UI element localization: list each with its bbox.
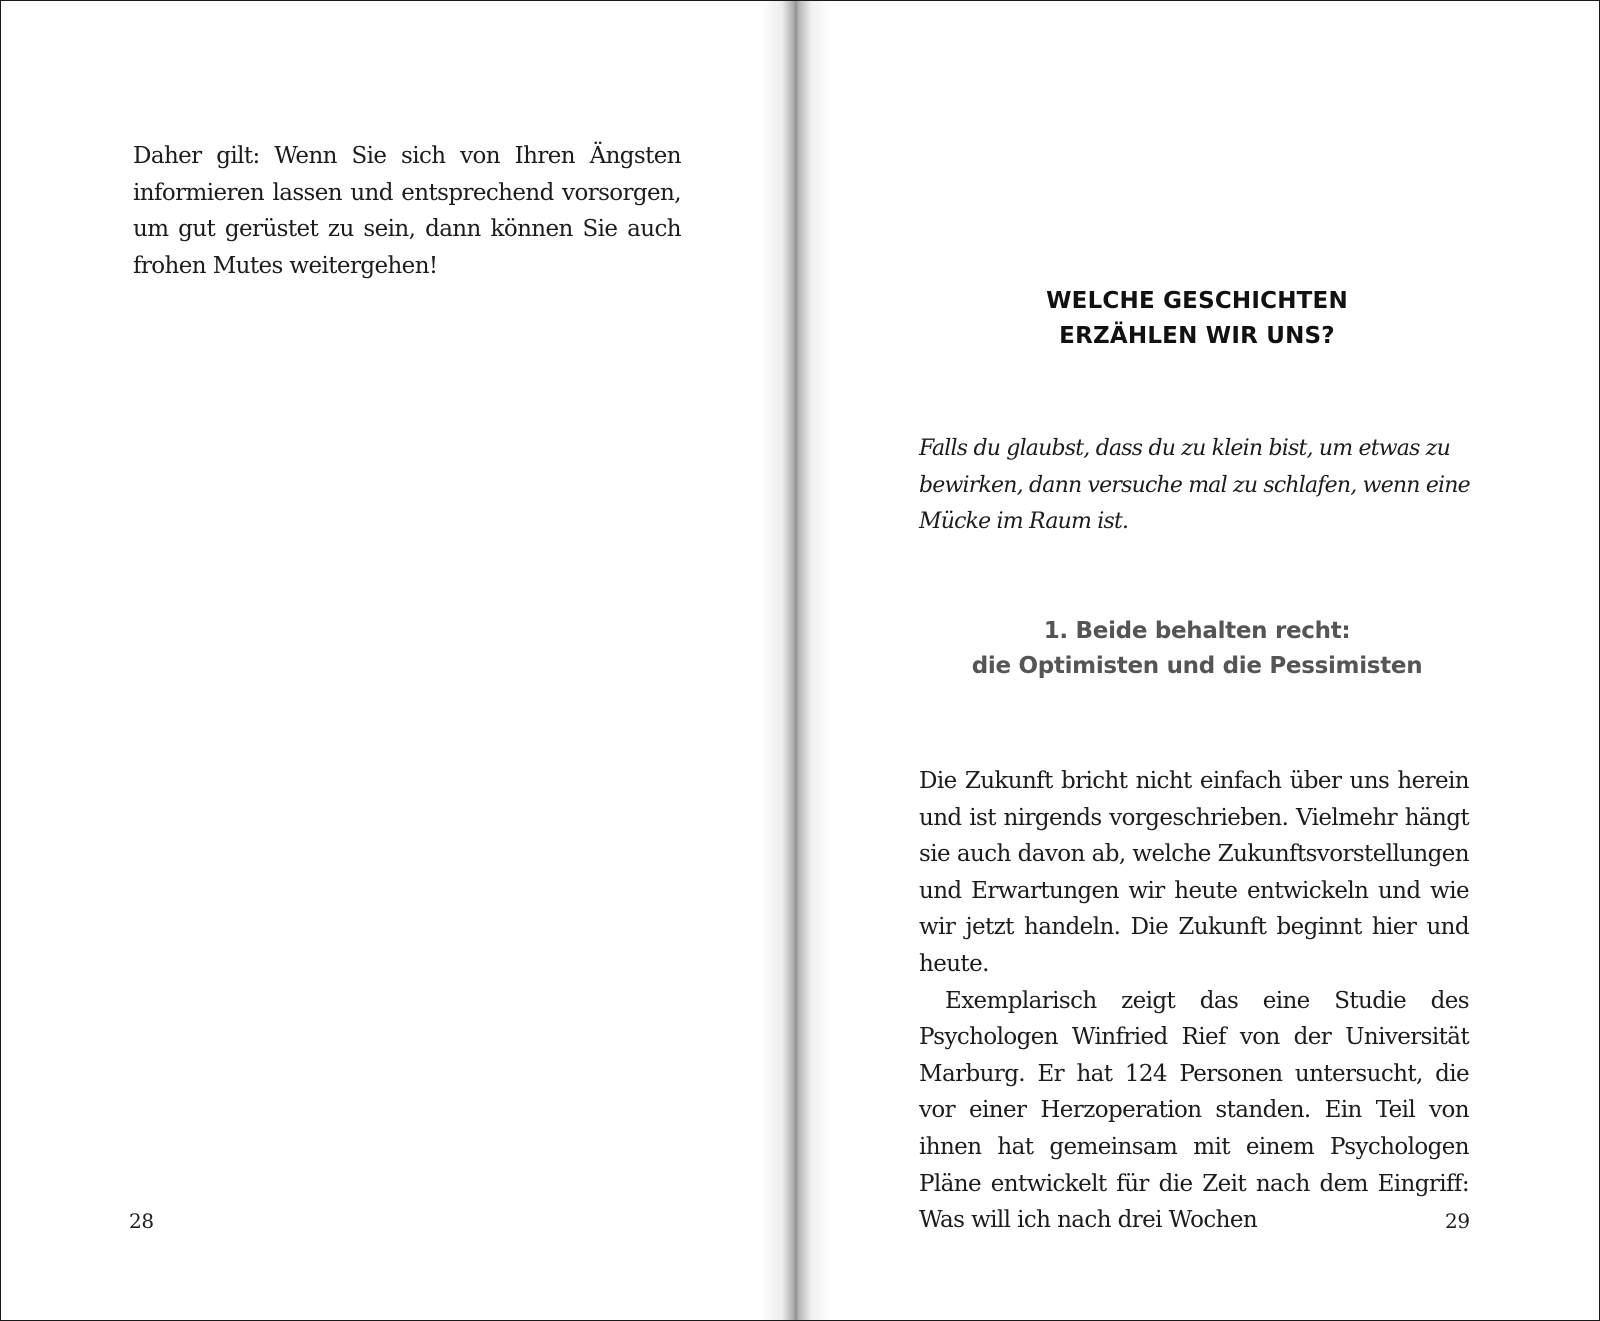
page-number-left: 28 — [129, 1209, 154, 1233]
chapter-title-line-1: WELCHE GESCHICHTEN — [1046, 288, 1348, 314]
body-paragraph-1: Die Zukunft bricht nicht einfach über uns herein und ist nirgends vorgeschrieben. Vielmehr hängt sie auch davon ab, welche Zukunftsvorstellungen und Erwartungen wir heute entwickeln und wie wir jetzt handeln. Die Zukunft beginnt hier und heute. — [919, 768, 1469, 977]
section-title-line-1: 1. Beide behalten recht: — [1043, 618, 1351, 644]
chapter-title — [921, 284, 1473, 354]
body-paragraph-2: Exemplarisch zeigt das eine Studie des Psychologen Winfried Rief von der Universität Marburg. Er hat 124 Personen untersucht, die vor einer Herzoperation standen. Ein Teil von ihnen hat gemeinsam mit einem Psychologen Pläne entwickelt für die Zeit nach dem Eingriff: Was will ich nach drei Wochen — [919, 987, 1469, 1234]
left-page — [1, 1, 791, 1320]
epigraph-quote: Falls du glaubst, dass du zu klein bist, um etwas zu bewirken, dann versuche mal zu schlafen, wenn eine Mücke im Raum ist. — [919, 436, 1470, 535]
section-title-line-2: die Optimisten und die Pessimisten — [971, 653, 1423, 679]
section-title — [901, 614, 1493, 684]
right-page-body — [919, 763, 1469, 1239]
page-number-right: 29 — [1445, 1209, 1470, 1233]
left-page-paragraph: Daher gilt: Wenn Sie sich von Ihren Ängsten informieren lassen und entsprechend vorsorgen, um gut gerüstet zu sein, dann können Sie auch frohen Mutes weitergehen! — [133, 143, 681, 279]
right-page — [801, 1, 1599, 1320]
chapter-title-line-2: ERZÄHLEN WIR UNS? — [1059, 323, 1335, 349]
